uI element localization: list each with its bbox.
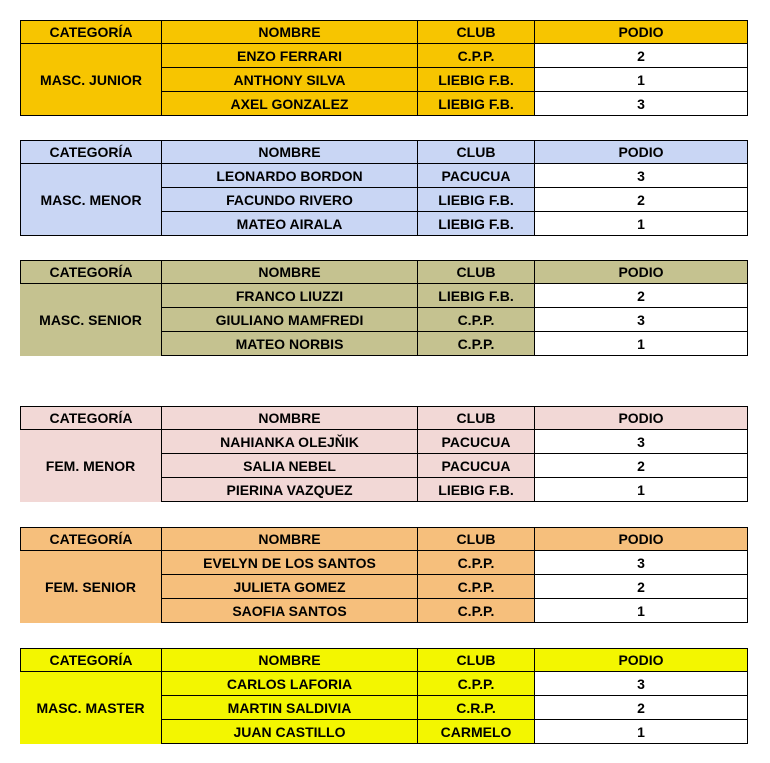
podium-place: 2 — [535, 44, 748, 68]
table-row — [162, 68, 748, 92]
header-podio: PODIO — [535, 527, 748, 551]
club-name: LIEBIG F.B. — [418, 68, 535, 92]
table-row — [162, 430, 748, 454]
podium-place: 2 — [535, 454, 748, 478]
club-name: C.P.P. — [418, 551, 535, 575]
header-podio: PODIO — [535, 260, 748, 284]
podium-place: 3 — [535, 430, 748, 454]
athlete-name: AXEL GONZALEZ — [162, 92, 418, 116]
table-row — [162, 672, 748, 696]
athlete-name: NAHIANKA OLEJŇIK — [162, 430, 418, 454]
podium-place: 3 — [535, 551, 748, 575]
header-podio: PODIO — [535, 20, 748, 44]
table-row — [162, 454, 748, 478]
athlete-name: GIULIANO MAMFREDI — [162, 308, 418, 332]
club-name: LIEBIG F.B. — [418, 212, 535, 236]
table-row — [162, 720, 748, 744]
header-club: CLUB — [418, 140, 535, 164]
club-name: PACUCUA — [418, 430, 535, 454]
results-table-fem-menor — [20, 406, 748, 502]
header-nombre: NOMBRE — [162, 260, 418, 284]
header-row — [20, 140, 748, 164]
header-row — [20, 527, 748, 551]
club-name: LIEBIG F.B. — [418, 478, 535, 502]
header-club: CLUB — [418, 648, 535, 672]
athlete-name: MARTIN SALDIVIA — [162, 696, 418, 720]
category-cell: FEM. SENIOR — [20, 551, 162, 623]
podium-place: 3 — [535, 92, 748, 116]
category-cell: MASC. JUNIOR — [20, 44, 162, 116]
club-name: CARMELO — [418, 720, 535, 744]
header-categoria: CATEGORÍA — [20, 648, 162, 672]
results-table-masc-senior — [20, 260, 748, 356]
results-table-masc-junior — [20, 20, 748, 116]
table-row — [162, 164, 748, 188]
athlete-name: FACUNDO RIVERO — [162, 188, 418, 212]
table-row — [162, 332, 748, 356]
header-nombre: NOMBRE — [162, 20, 418, 44]
header-nombre: NOMBRE — [162, 527, 418, 551]
club-name: PACUCUA — [418, 454, 535, 478]
club-name: LIEBIG F.B. — [418, 284, 535, 308]
club-name: PACUCUA — [418, 164, 535, 188]
table-row — [162, 696, 748, 720]
podium-place: 1 — [535, 332, 748, 356]
header-club: CLUB — [418, 20, 535, 44]
table-row — [162, 44, 748, 68]
table-row — [162, 551, 748, 575]
club-name: LIEBIG F.B. — [418, 92, 535, 116]
athlete-name: SALIA NEBEL — [162, 454, 418, 478]
podium-place: 1 — [535, 68, 748, 92]
podium-place: 3 — [535, 672, 748, 696]
header-nombre: NOMBRE — [162, 648, 418, 672]
header-club: CLUB — [418, 527, 535, 551]
athlete-name: MATEO AIRALA — [162, 212, 418, 236]
header-categoria: CATEGORÍA — [20, 527, 162, 551]
athlete-name: ENZO FERRARI — [162, 44, 418, 68]
club-name: C.P.P. — [418, 672, 535, 696]
category-cell: MASC. MENOR — [20, 164, 162, 236]
club-name: C.P.P. — [418, 44, 535, 68]
results-table-masc-menor — [20, 140, 748, 236]
table-row — [162, 308, 748, 332]
athlete-name: EVELYN DE LOS SANTOS — [162, 551, 418, 575]
header-club: CLUB — [418, 260, 535, 284]
club-name: C.P.P. — [418, 575, 535, 599]
athlete-name: JULIETA GOMEZ — [162, 575, 418, 599]
header-row — [20, 260, 748, 284]
category-cell: FEM. MENOR — [20, 430, 162, 502]
athlete-name: MATEO NORBIS — [162, 332, 418, 356]
podium-place: 1 — [535, 599, 748, 623]
podium-place: 3 — [535, 164, 748, 188]
header-row — [20, 20, 748, 44]
athlete-name: PIERINA VAZQUEZ — [162, 478, 418, 502]
podium-place: 2 — [535, 696, 748, 720]
athlete-name: LEONARDO BORDON — [162, 164, 418, 188]
header-categoria: CATEGORÍA — [20, 140, 162, 164]
header-podio: PODIO — [535, 406, 748, 430]
header-club: CLUB — [418, 406, 535, 430]
podium-place: 2 — [535, 284, 748, 308]
table-row — [162, 188, 748, 212]
table-row — [162, 212, 748, 236]
table-row — [162, 575, 748, 599]
podium-place: 1 — [535, 478, 748, 502]
results-table-fem-senior — [20, 527, 748, 623]
club-name: LIEBIG F.B. — [418, 188, 535, 212]
header-categoria: CATEGORÍA — [20, 20, 162, 44]
header-podio: PODIO — [535, 140, 748, 164]
table-row — [162, 92, 748, 116]
athlete-name: ANTHONY SILVA — [162, 68, 418, 92]
athlete-name: JUAN CASTILLO — [162, 720, 418, 744]
header-categoria: CATEGORÍA — [20, 406, 162, 430]
club-name: C.P.P. — [418, 599, 535, 623]
club-name: C.P.P. — [418, 308, 535, 332]
table-row — [162, 478, 748, 502]
table-row — [162, 284, 748, 308]
table-row — [162, 599, 748, 623]
header-categoria: CATEGORÍA — [20, 260, 162, 284]
results-table-masc-master — [20, 648, 748, 744]
podium-place: 2 — [535, 188, 748, 212]
podium-place: 1 — [535, 212, 748, 236]
header-nombre: NOMBRE — [162, 140, 418, 164]
header-row — [20, 648, 748, 672]
header-podio: PODIO — [535, 648, 748, 672]
category-cell: MASC. SENIOR — [20, 284, 162, 356]
athlete-name: CARLOS LAFORIA — [162, 672, 418, 696]
athlete-name: SAOFIA SANTOS — [162, 599, 418, 623]
athlete-name: FRANCO LIUZZI — [162, 284, 418, 308]
podium-place: 3 — [535, 308, 748, 332]
podium-place: 1 — [535, 720, 748, 744]
category-cell: MASC. MASTER — [20, 672, 162, 744]
header-row — [20, 406, 748, 430]
club-name: C.R.P. — [418, 696, 535, 720]
club-name: C.P.P. — [418, 332, 535, 356]
podium-place: 2 — [535, 575, 748, 599]
header-nombre: NOMBRE — [162, 406, 418, 430]
